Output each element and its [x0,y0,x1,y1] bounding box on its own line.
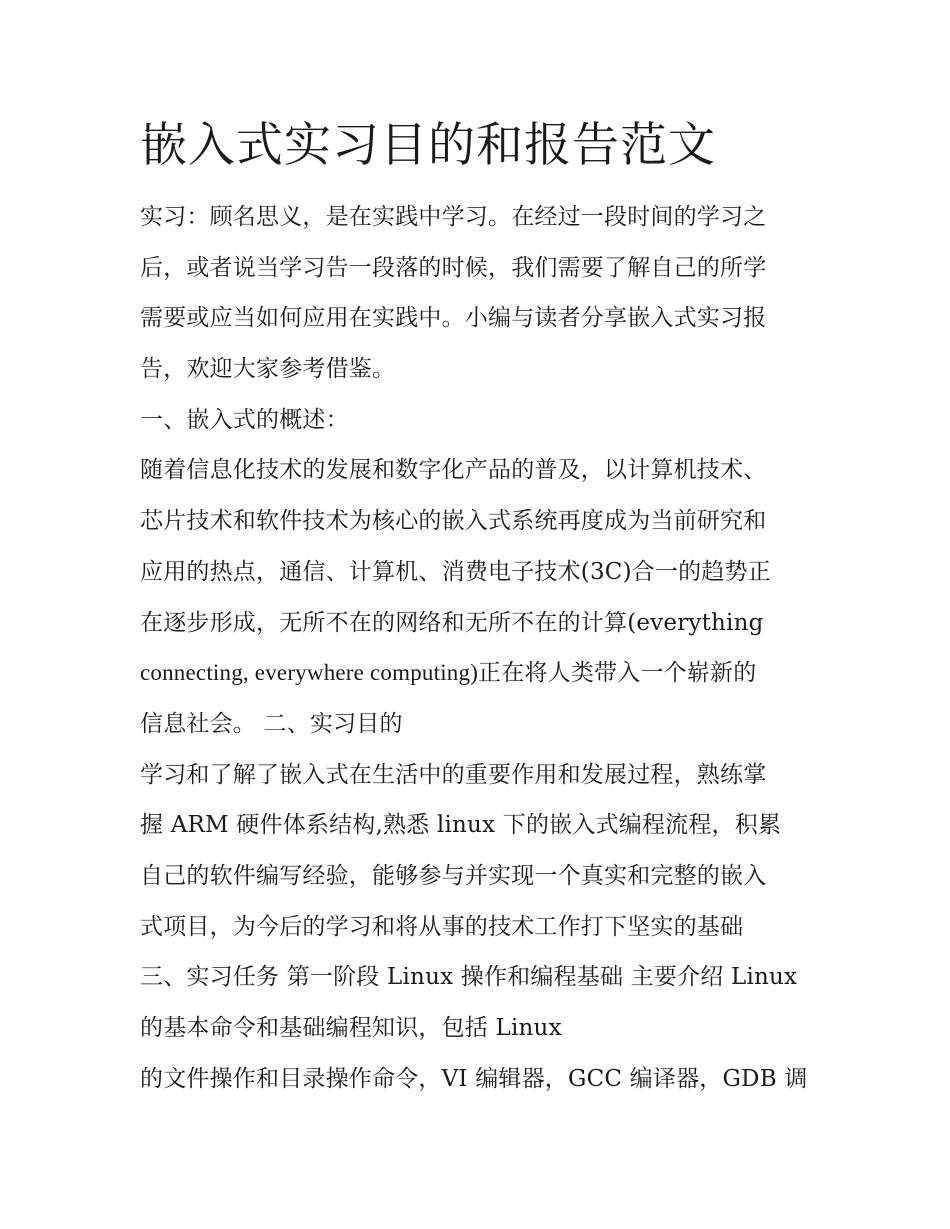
body-line: 自己的软件编写经验，能够参与并实现一个真实和完整的嵌入 [140,862,767,889]
body-line: 告，欢迎大家参考借鉴。 [140,356,396,383]
body-line: 应用的热点，通信、计算机、消费电子技术(3C)合一的趋势正 [140,558,771,585]
body-line: 芯片技术和软件技术为核心的嵌入式系统再度成为当前研究和 [140,508,767,535]
body-line: 随着信息化技术的发展和数字化产品的普及，以计算机技术、 [140,457,767,484]
body-line: 实习：顾名思义，是在实践中学习。在经过一段时间的学习之 [140,204,767,230]
body-line: 在逐步形成，无所不在的网络和无所不在的计算(everything [140,609,764,636]
section-heading-tasks: 三、实习任务 第一阶段 Linux 操作和编程基础 主要介绍 Linux [140,964,798,991]
section-heading-overview: 一、嵌入式的概述： [140,406,349,433]
body-line: 握 ARM 硬件体系结构,熟悉 linux 下的嵌入式编程流程，积累 [140,812,782,839]
body-line: 信息社会。 二、实习目的 [140,710,403,737]
body-line: connecting, everywhere computing)正在将人类带入一个崭新的 [140,660,757,686]
document-title: 嵌入式实习目的和报告范文 [140,118,716,173]
body-line: 式项目，为今后的学习和将从事的技术工作打下坚实的基础 [140,913,744,940]
body-line: 学习和了解了嵌入式在生活中的重要作用和发展过程，熟练掌 [140,761,767,788]
body-line: 需要或应当如何应用在实践中。小编与读者分享嵌入式实习报 [140,305,767,332]
body-line: 后，或者说当学习告一段落的时候，我们需要了解自己的所学 [140,254,767,281]
body-line: 的基本命令和基础编程知识，包括 Linux [140,1015,562,1041]
document-body [140,192,820,1104]
body-line: 的文件操作和目录操作命令，VI 编辑器，GCC 编译器，GDB 调 [140,1065,808,1092]
document-page [140,112,820,1104]
